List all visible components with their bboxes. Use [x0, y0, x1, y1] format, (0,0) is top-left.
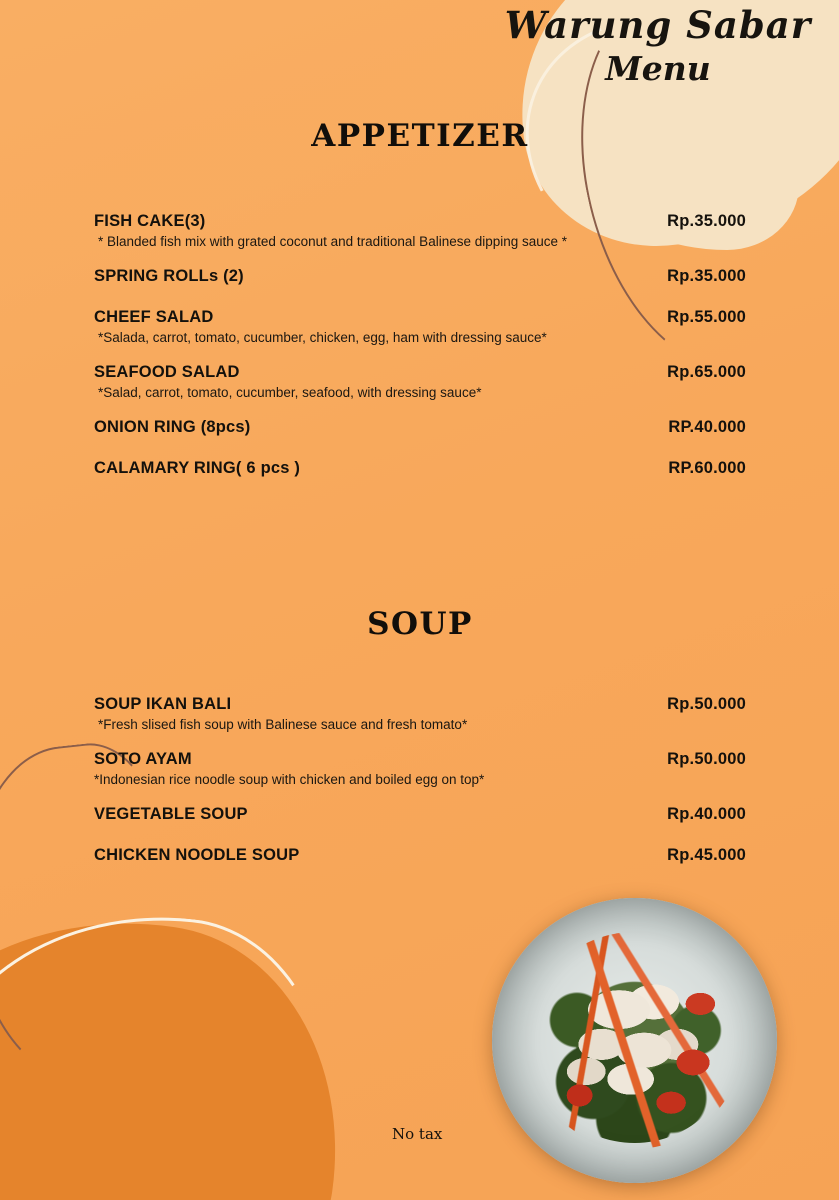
menu-item-name: CHICKEN NOODLE SOUP: [94, 845, 300, 864]
no-tax-note: No tax: [392, 1125, 443, 1143]
menu-item-price: Rp.40.000: [667, 804, 746, 823]
menu-item: [94, 308, 746, 347]
section-title-soup: SOUP: [367, 606, 473, 642]
menu-list-appetizer: [94, 212, 746, 494]
menu-item-price: Rp.50.000: [667, 695, 746, 713]
menu-item-name: SEAFOOD SALAD: [94, 362, 240, 381]
menu-item: [94, 363, 746, 402]
menu-item: [94, 695, 746, 734]
menu-item-name: CHEEF SALAD: [94, 307, 214, 326]
menu-item-name: VEGETABLE SOUP: [94, 804, 248, 823]
menu-item: [94, 846, 746, 865]
menu-item: [94, 805, 746, 824]
menu-item-price: Rp.35.000: [667, 212, 746, 230]
menu-item-name: SOTO AYAM: [94, 749, 192, 768]
menu-item-name: SOUP IKAN BALI: [94, 695, 232, 713]
salad-photo: [492, 898, 777, 1183]
menu-item-price: Rp.45.000: [667, 845, 746, 864]
menu-item-price: Rp.55.000: [667, 307, 746, 326]
menu-item-row: [94, 308, 746, 327]
menu-item-row: [94, 805, 746, 824]
menu-item-row: [94, 750, 746, 769]
menu-item-name: SPRING ROLLs (2): [94, 266, 244, 285]
menu-item-row: [94, 418, 746, 437]
menu-item-name: CALAMARY RING( 6 pcs ): [94, 458, 301, 477]
menu-item: [94, 212, 746, 251]
menu-item-price: Rp.50.000: [667, 749, 746, 768]
menu-item-row: [94, 459, 746, 478]
photo-vignette: [492, 898, 777, 1183]
menu-item-row: [94, 267, 746, 286]
menu-word: Menu: [605, 48, 711, 88]
menu-item: [94, 418, 746, 437]
menu-item-price: RP.40.000: [668, 417, 746, 436]
brand-header: [493, 3, 823, 88]
menu-item-price: Rp.65.000: [667, 362, 746, 381]
menu-item-price: Rp.35.000: [667, 266, 746, 285]
menu-item-row: [94, 363, 746, 382]
menu-item-price: RP.60.000: [668, 458, 746, 477]
menu-item: [94, 750, 746, 789]
restaurant-name: Warung Sabar: [504, 3, 812, 47]
menu-item-row: [94, 212, 746, 231]
menu-item-name: FISH CAKE(3): [94, 212, 206, 230]
menu-item-row: [94, 695, 746, 714]
menu-item-description: *Fresh slised fish soup with Balinese sauce and fresh tomato*: [98, 717, 468, 732]
menu-list-soup: [94, 695, 746, 881]
menu-item-description: *Indonesian rice noodle soup with chicken and boiled egg on top*: [94, 771, 485, 787]
menu-item-description: *Salad, carrot, tomato, cucumber, seafood, with dressing sauce*: [98, 384, 482, 400]
menu-item: [94, 459, 746, 478]
section-title-appetizer: APPETIZER: [311, 118, 529, 154]
menu-item-description: * Blanded fish mix with grated coconut and traditional Balinese dipping sauce *: [98, 234, 568, 249]
menu-item-description: *Salada, carrot, tomato, cucumber, chicken, egg, ham with dressing sauce*: [98, 329, 547, 345]
menu-item: [94, 267, 746, 286]
menu-item-name: ONION RING (8pcs): [94, 417, 251, 436]
menu-item-row: [94, 846, 746, 865]
